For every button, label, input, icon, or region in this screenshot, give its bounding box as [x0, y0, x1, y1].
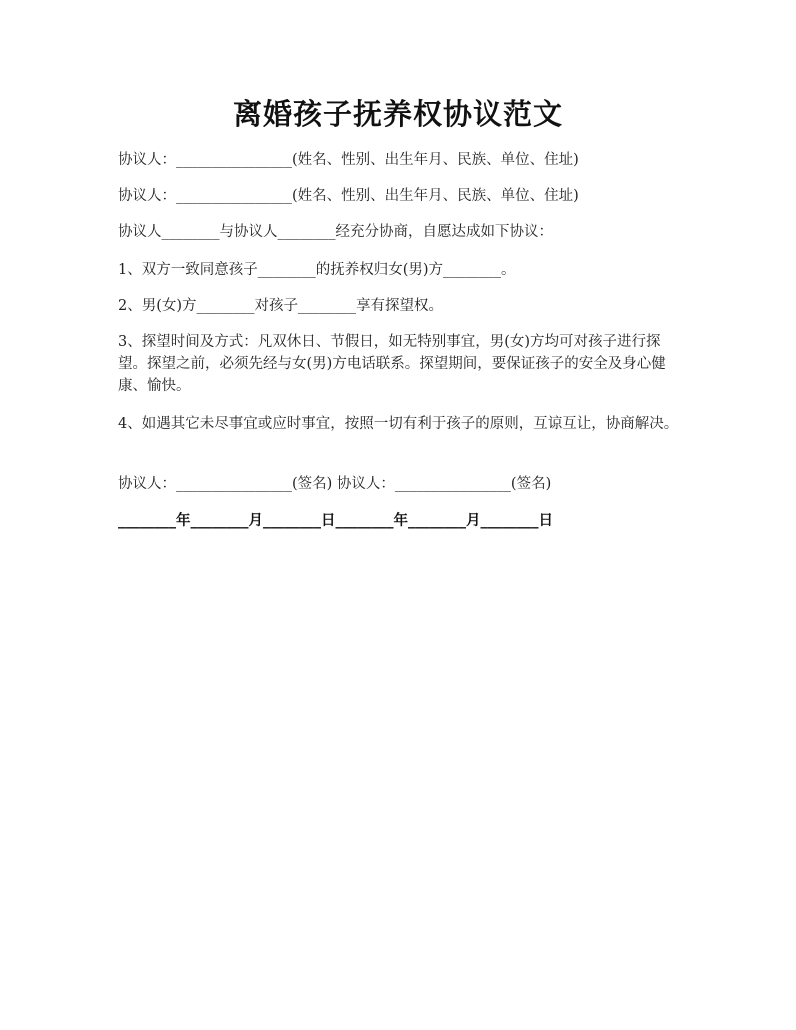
page-title: 离婚孩子抚养权协议范文: [232, 97, 563, 131]
clause-2: 2、男(女)方________对孩子________享有探望权。: [118, 298, 444, 314]
agreement-intro: 协议人________与协议人________经充分协商，自愿达成如下协议：: [118, 224, 553, 240]
clause-3: 3、探望时间及方式：凡双休日、节假日，如无特别事宜，男(女)方均可对孩子进行探望。探望之前，必须先经与女(男)方电话联系。探望期间，要保证孩子的安全及身心健康、愉快。: [118, 334, 666, 394]
clause-1: 1、双方一致同意孩子________的抚养权归女(男)方________。: [118, 262, 516, 278]
clause-4: 4、如遇其它未尽事宜或应时事宜，按照一切有利于孩子的原则，互谅互让，协商解决。: [118, 416, 679, 432]
party-a-line: 协议人：________________(姓名、性别、出生年月、民族、单位、住址): [118, 152, 579, 168]
date-line: ________年________月________日________年________月________日: [118, 512, 553, 529]
party-b-line: 协议人：________________(姓名、性别、出生年月、民族、单位、住址): [118, 188, 579, 204]
signature-line: 协议人：________________(签名) 协议人：________________(签名): [118, 476, 552, 492]
